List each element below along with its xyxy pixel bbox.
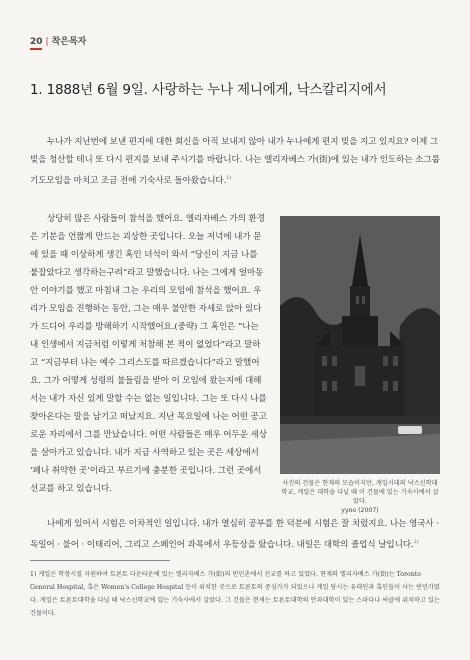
building-photo-image [280, 216, 440, 474]
paragraph-3 [30, 515, 440, 554]
header-separator: | [45, 37, 49, 47]
paragraph-1-text: 누나가 지난번에 보낸 편지에 대한 회신을 아직 보내지 않아 내가 누나에게 편지 빚을 지고 있지요? 이제 그 빚을 청산할 테니 또 다시 편지를 보내 주시기를 바랍니다. 나는 엘리자베스 가(街)에 있는 내가 인도하는 소그룹 기도모임을 마치고 조금 전에 기숙사로 돌아왔습니다. [30, 137, 440, 186]
paragraph-3-text: 나에게 있어서 시험은 이차적인 일입니다. 내가 열심히 공부를 한 덕분에 시험은 잘 치렀지요. 나는 영국사 · 독일어 · 불어 · 이태리어, 그리고 스페인어 과목에서 우등상을 탔습니다. 내일은 대학의 졸업식 날입니다. [30, 519, 439, 550]
paragraph-2-text: 상당히 많은 사람들이 참석을 했어요. 엘리자베스 가의 환경은 기분을 언짢게 만드는 괴상한 곳입니다. 오늘 저녁에 내가 문에 있을 때 이상하게 생긴 혹인 녀석이 와서 “당신이 지금 나를 붙잡았다고 생각하는구려”라고 말했습니다. 나는 그에게 얼마동안 이야기를 했고 마침내 그는 우리의 모임에 참석을 했어요. 우리가 모임을 진행하는 동안, 그는 매우 불안한 자세로 앉아 있다가 드디어 우리를 방해하기 시작했어요.(중략) 그 혹인은 “나는 내 인생에서 지금처럼 이렇게 처참해 본 적이 없었다”라고 말하고 “지금부터 나는 예수 그리스도를 따르겠습니다”라고 말했어요. 그가 어떻게 성령의 불들림을 받아 이 모임에 왔는지에 대해서는 내가 자신 있게 말할 수는 없는 일입니다. 그는 또 다시 나를 찾아온다는 말을 남기고 떠났지요. 지난 목요일에 나는 어떤 공고로운 자리에서 그를 만났습니다. 어떤 사람들은 매우 어두운 세상을 살아가고 있습니다. 내가 지금 사역하고 있는 곳은 세상에서 ‘폐나 취약한 곳’이라고 부르기에 충분한 곳입니다. 그런 곳에서 선교를 하고 있습니다. [30, 214, 267, 494]
paragraph-2-block [30, 210, 440, 518]
running-header [30, 34, 86, 47]
figure-credit: yyoo (2007) [341, 507, 379, 514]
footnote-ref-1[interactable]: 1) [226, 175, 232, 181]
building-figure [280, 216, 440, 518]
paragraph-1 [30, 133, 440, 190]
figure-caption-text: 사진의 건물은 현재의 모습이지만, 게일시대의 낙스신학대학교, 게일은 대학을 다닐 때 이 건물에 있는 기숙사에서 살았다. [281, 480, 439, 505]
figure-caption [280, 479, 440, 515]
book-title: 착은목자 [51, 37, 87, 47]
footnote-ref-2[interactable]: 2) [413, 539, 419, 545]
page-number: 20 [30, 37, 43, 47]
footnote-1: 1) 게일은 학창시절 자원하여 토론토 다운타운에 있는 엘리자베스 가(街)의 빈민촌에서 선교를 하고 있었다. 현재의 엘리자베스 가(街)는 Toronto General Hospital, 혹은 Women's College Hospital 등이 위치한 곳으로 토론토의 중심가가 되었으나 게일 당시는 유태인과 혹인들이 사는 빈민가였다. 게일은 토론토대학을 다닐 때 낙스신학교에 있는 기숙사에서 살았다. 그 건물은 현재는 토론토대학의 안과대학이 있는 스파다나 써클에 위치하고 있는 건물이다. [30, 571, 440, 617]
building-photo [280, 216, 440, 474]
footnote-rule [30, 560, 170, 561]
header-accent-rule [30, 48, 42, 50]
chapter-title: 1. 1888년 6월 9일. 사랑하는 누나 제니에게, 낙스칼리지에서 [30, 82, 387, 98]
